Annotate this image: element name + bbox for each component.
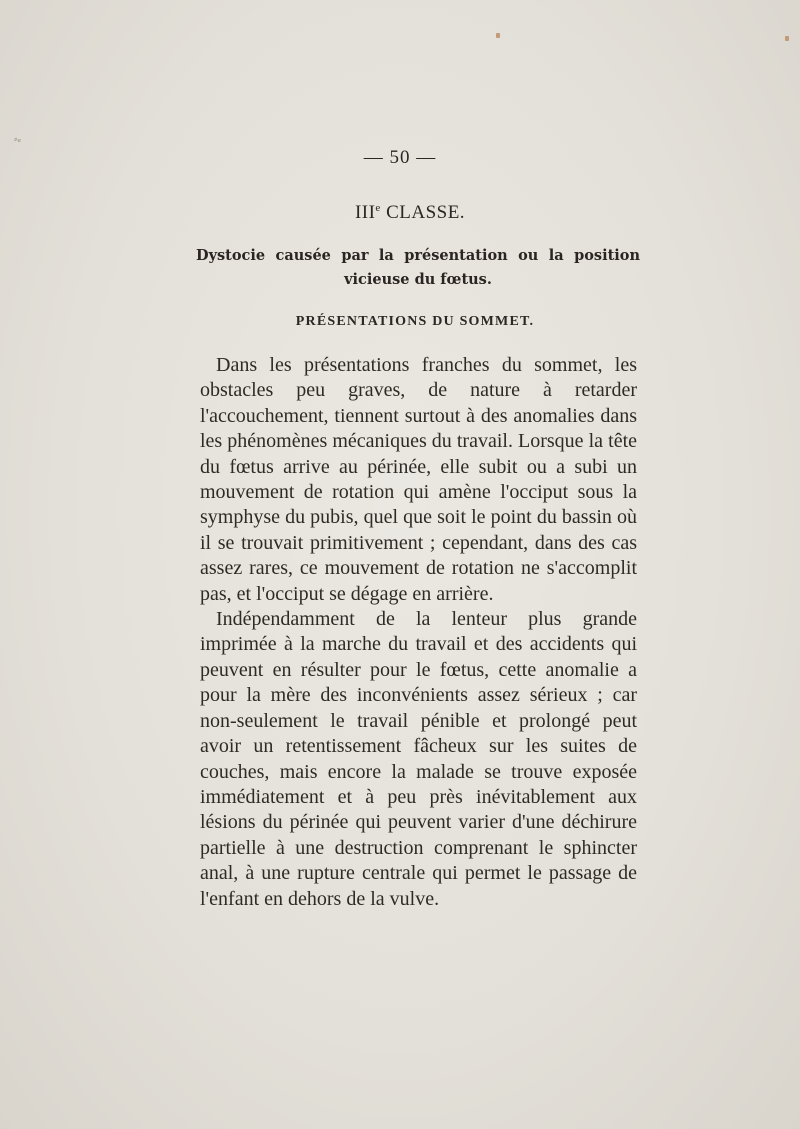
stain-mark (496, 33, 500, 38)
body-text (200, 353, 637, 912)
chapter-subtitle: Dystocie causée par la présentation ou la position vicieuse du fœtus. (196, 247, 640, 288)
paragraph: Dans les présentations franches du sommet, les obstacles peu graves, de nature à retarder l'accouchement, tiennent surtout à des anomalies dans les phénomènes mécaniques du travail. Lorsque la tête du fœtus arrive au périnée, elle subit ou a subi un mouvement de rotation qui amène l'occiput sous la symphyse du pubis, quel que soit le point du bassin où il se trouvait primitivement ; cependant, dans des cas assez rares, ce mouvement de rotation ne s'accomplit pas, et l'occiput se dégage en arrière. (200, 354, 637, 605)
page-number: — 50 — (363, 147, 437, 168)
class-superscript: e (375, 202, 381, 214)
section-heading: PRÉSENTATIONS DU SOMMET. (295, 314, 535, 329)
class-numeral: III (354, 202, 376, 223)
margin-mark: ⸗ₑ (14, 134, 22, 145)
paragraph: Indépendamment de la lenteur plus grande imprimée à la marche du travail et des accidents qui peuvent en résulter pour le fœtus, cette anomalie a pour la mère des inconvénients assez sérieux ; car non-seulement le travail pénible et prolongé peut avoir un retentissement fâcheux sur les suites de couches, mais encore la malade se trouve exposée immédiatement et à peu près inévitablement aux lésions du périnée qui peuvent varier d'une déchirure partielle à une destruction comprenant le sphincter anal, à une rupture centrale qui permet le passage de l'enfant en dehors de la vulve. (200, 608, 637, 910)
class-heading (0, 202, 800, 224)
class-word: CLASSE. (380, 202, 466, 223)
stain-mark (785, 36, 789, 41)
